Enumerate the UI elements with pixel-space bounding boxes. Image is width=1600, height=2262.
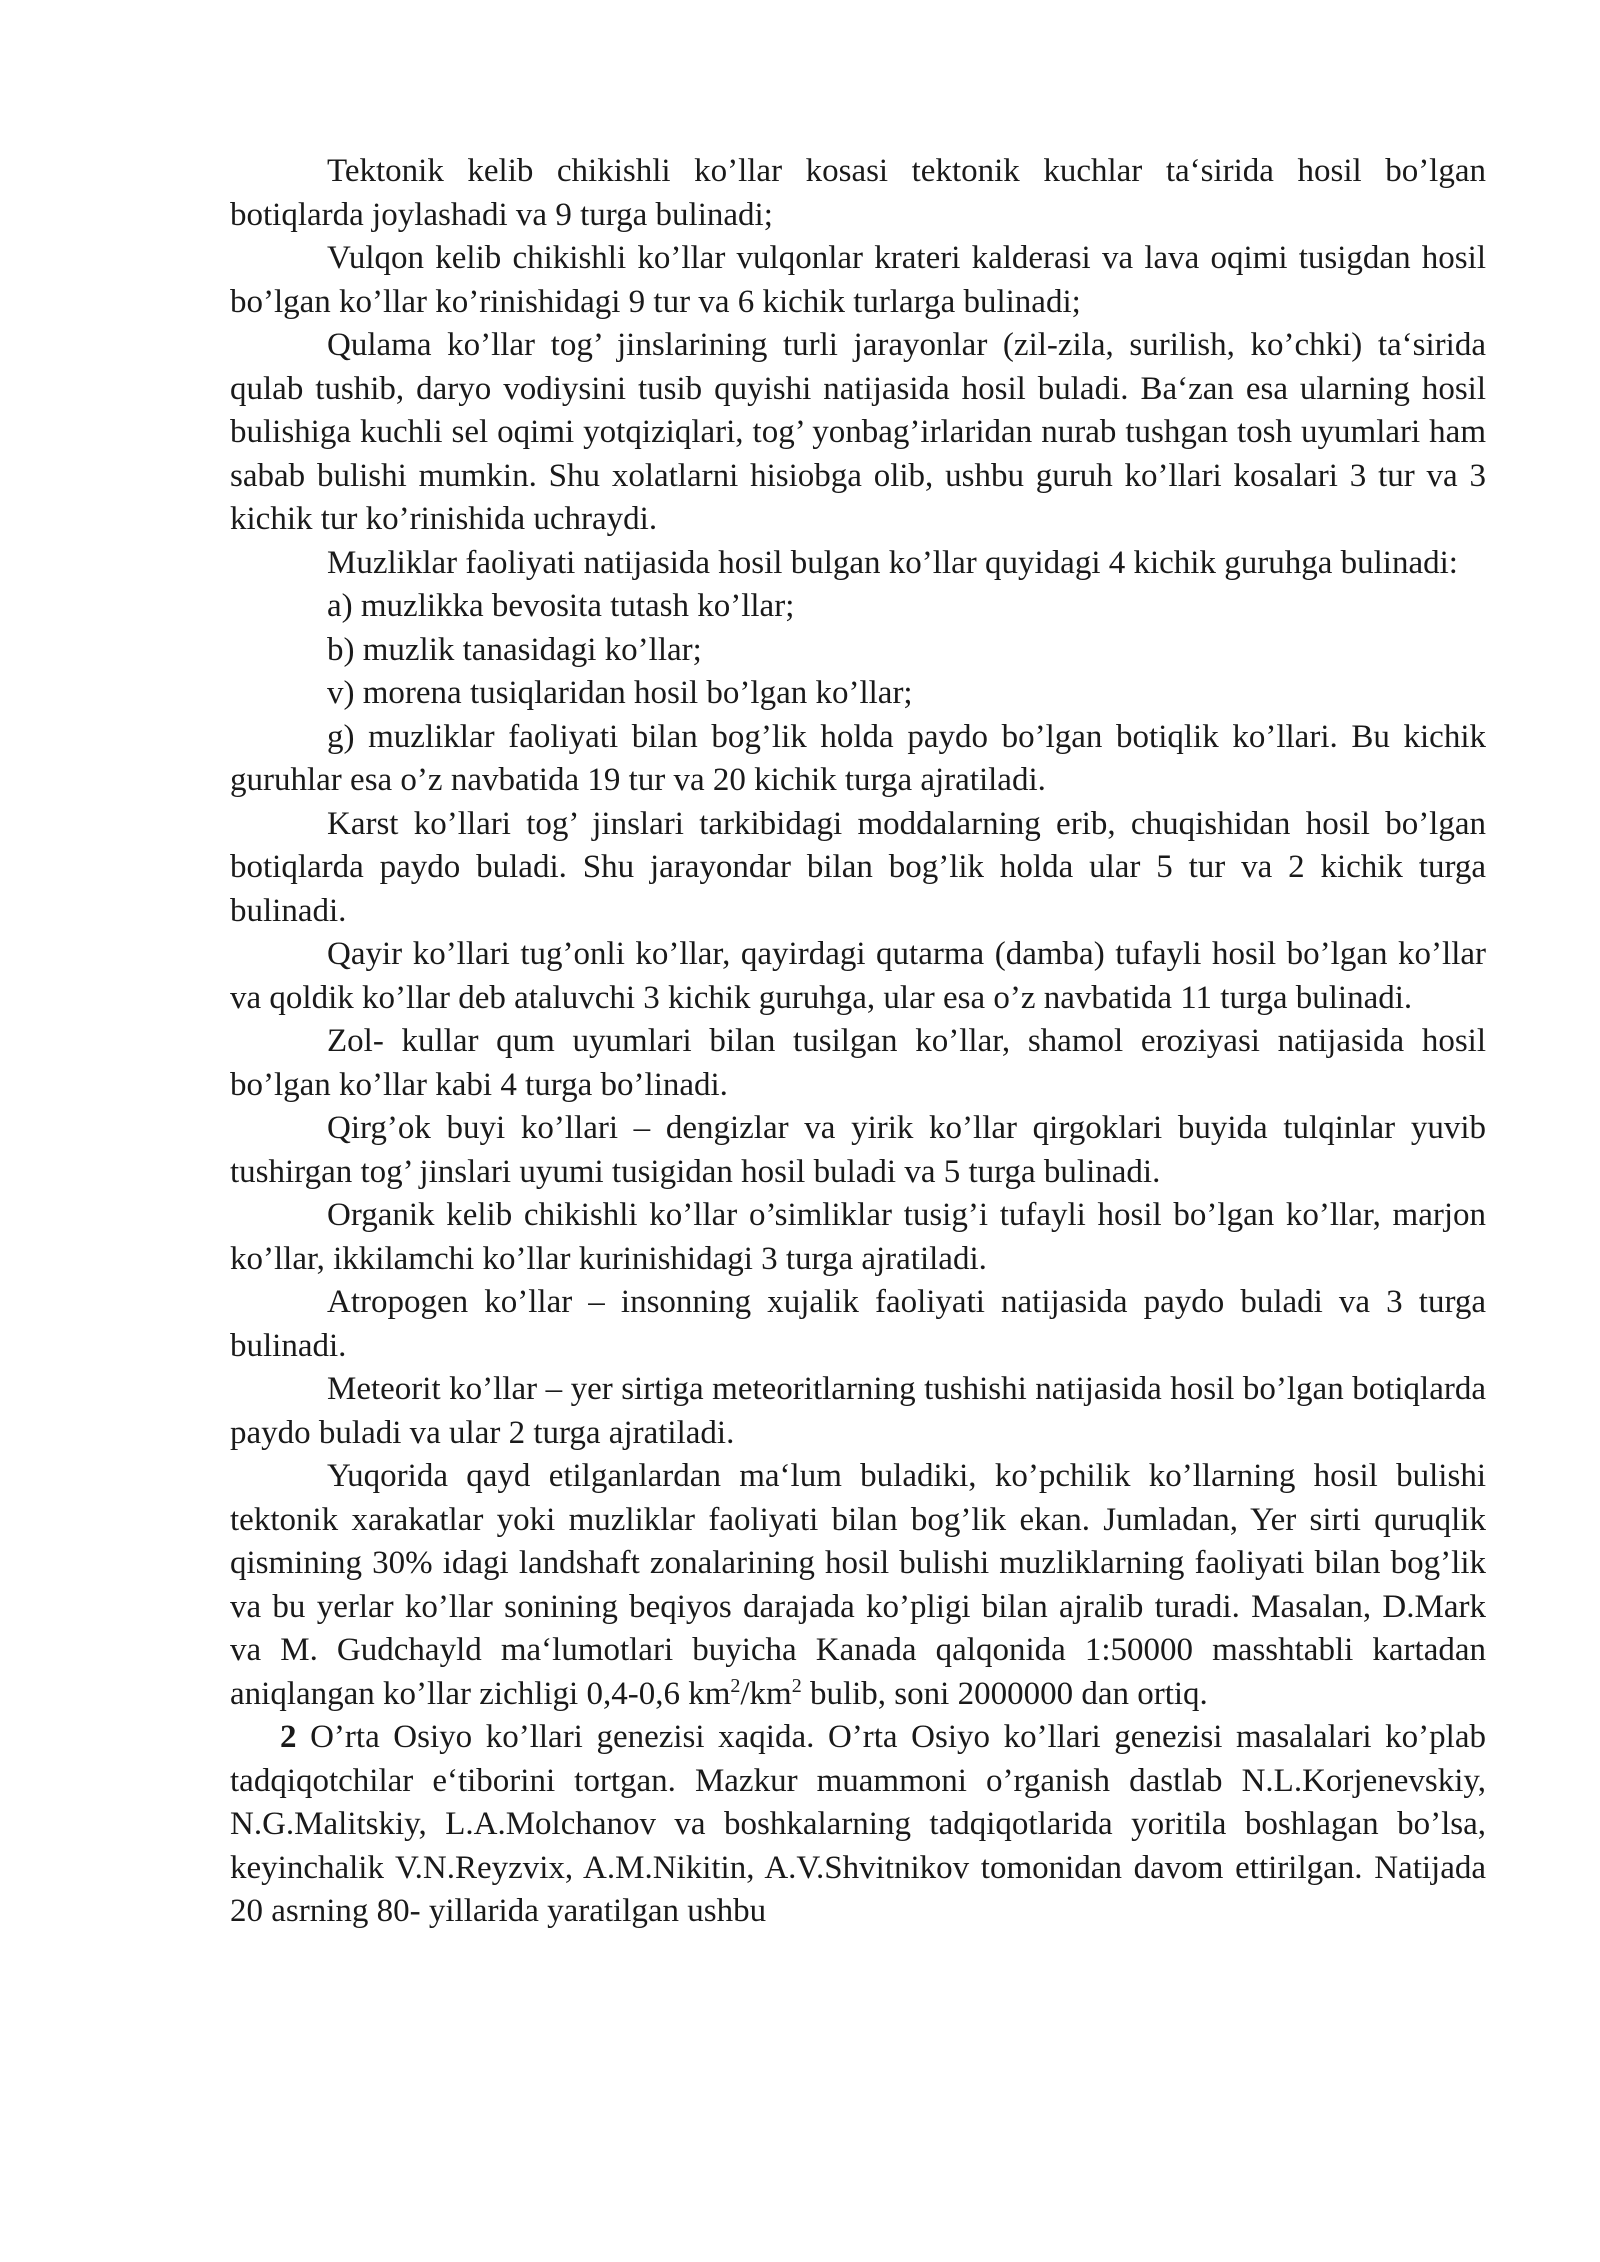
summary-text: Yuqorida qayd etilganlardan ma‘lum buladiki, ko’pchilik ko’llarning hosil bulishi tektonik xarakatlar yoki muzliklar faoliyati bilan bog’lik ekan. Jumladan, Yer sirti quruqlik qismining 30% idagi landshaft zonalarining hosil bulishi muzliklarning faoliyati bilan bog’lik va bu yerlar ko’llar sonining beqiyos darajada ko’pligi bilan ajralib turadi. Masalan, D.Mark va M. Gudchayld ma‘lumotlari buyicha Kanada qalqonida 1:50000 masshtabli kartadan aniqlangan ko’llar zichligi 0,4-0,6 km bbox=[230, 1458, 1486, 1712]
paragraph-summary bbox=[230, 1455, 1486, 1716]
summary-unit-text: /km bbox=[740, 1675, 792, 1712]
summary-end-text: bulib, soni 2000000 dan ortiq. bbox=[801, 1675, 1208, 1712]
paragraph-anthropogenic-lakes: Atropogen ko’llar – insonning xujalik faoliyati natijasida paydo buladi va 3 turga bulinadi. bbox=[230, 1284, 1486, 1364]
list-item-v: v) morena tusiqlaridan hosil bo’lgan ko’llar; bbox=[327, 675, 913, 711]
paragraph-volcanic-lakes: Vulqon kelib chikishli ko’llar vulqonlar krateri kalderasi va lava oqimi tusigdan hosil bo’lgan ko’llar ko’rinishidagi 9 tur va 6 kichik turlarga bulinadi; bbox=[230, 240, 1486, 320]
paragraph-floodplain-lakes: Qayir ko’llari tug’onli ko’llar, qayirdagi qutarma (damba) tufayli hosil bo’lgan ko’llar va qoldik ko’llar deb ataluvchi 3 kichik guruhga, ular esa o’z navbatida 11 turga bulinadi. bbox=[230, 936, 1486, 1016]
paragraph-tectonic-lakes: Tektonik kelib chikishli ko’llar kosasi tektonik kuchlar ta‘sirida hosil bo’lgan botiqlarda joylashadi va 9 turga bulinadi; bbox=[230, 153, 1486, 233]
paragraph-karst-lakes: Karst ko’llari tog’ jinslari tarkibidagi moddalarning erib, chuqishidan hosil bo’lgan botiqlarda paydo buladi. Shu jarayondar bilan bog’lik holda ular 5 tur va 2 kichik turga bulinadi. bbox=[230, 805, 1486, 929]
paragraph-organic-lakes: Organik kelib chikishli ko’llar o’simliklar tusig’i tufayli hosil bo’lgan ko’llar, marjon ko’llar, ikkilamchi ko’llar kurinishidagi 3 turga ajratiladi. bbox=[230, 1197, 1486, 1277]
section-2-paragraph bbox=[230, 1716, 1486, 1934]
paragraph-landslide-lakes: Qulama ko’llar tog’ jinslarining turli jarayonlar (zil-zila, surilish, ko’chki) ta‘sirida qulab tushib, daryo vodiysini tusib quyishi natijasida hosil buladi. Ba‘zan esa ularning hosil bulishiga kuchli sel oqimi yotqiziqlari, tog’ yonbag’irlaridan nurab tushgan tosh uyumlari ham sabab bulishi mumkin. Shu xolatlarni hisiobga olib, ushbu guruh ko’llari kosalari 3 tur va 3 kichik tur ko’rinishida uchraydi. bbox=[230, 327, 1486, 537]
document-page bbox=[230, 150, 1486, 1934]
paragraph-glacial-lakes: Muzliklar faoliyati natijasida hosil bulgan ko’llar quyidagi 4 kichik guruhga bulinadi: bbox=[327, 544, 1458, 581]
superscript-2: 2 bbox=[730, 1674, 741, 1697]
superscript-2: 2 bbox=[791, 1674, 802, 1697]
paragraph-meteorite-lakes: Meteorit ko’llar – yer sirtiga meteoritlarning tushishi natijasida hosil bo’lgan botiqlarda paydo buladi va ular 2 turga ajratiladi. bbox=[230, 1371, 1486, 1451]
section-2-text: O’rta Osiyo ko’llari genezisi xaqida. O’rta Osiyo ko’llari genezisi masalalari ko’plab tadqiqotchilar e‘tiborini tortgan. Mazkur muammoni o’rganish dastlab N.L.Korjenevskiy, N.G.Malitskiy, L.A.Molchanov va boshkalarning tadqiqotlarida yoritila boshlagan bo’lsa, keyinchalik V.N.Reyzvix, A.M.Nikitin, A.V.Shvitnikov tomonidan davom ettirilgan. Natijada 20 asrning 80- yillarida yaratilgan ushbu bbox=[230, 1719, 1486, 1929]
paragraph-aeolian-lakes: Zol- kullar qum uyumlari bilan tusilgan ko’llar, shamol eroziyasi natijasida hosil bo’lgan ko’llar kabi 4 turga bo’linadi. bbox=[230, 1023, 1486, 1103]
list-item-a: a) muzlikka bevosita tutash ko’llar; bbox=[327, 588, 795, 624]
list-item-b: b) muzlik tanasidagi ko’llar; bbox=[327, 631, 702, 668]
section-number: 2 bbox=[280, 1719, 297, 1755]
paragraph-coastal-lakes: Qirg’ok buyi ko’llari – dengizlar va yirik ko’llar qirgoklari buyida tulqinlar yuvib tushirgan tog’ jinslari uyumi tusigidan hosil buladi va 5 turga bulinadi. bbox=[230, 1110, 1486, 1190]
list-item-g: g) muzliklar faoliyati bilan bog’lik holda paydo bo’lgan botiqlik ko’llari. Bu kichik guruhlar esa o’z navbatida 19 tur va 20 kichik turga ajratiladi. bbox=[230, 718, 1486, 798]
